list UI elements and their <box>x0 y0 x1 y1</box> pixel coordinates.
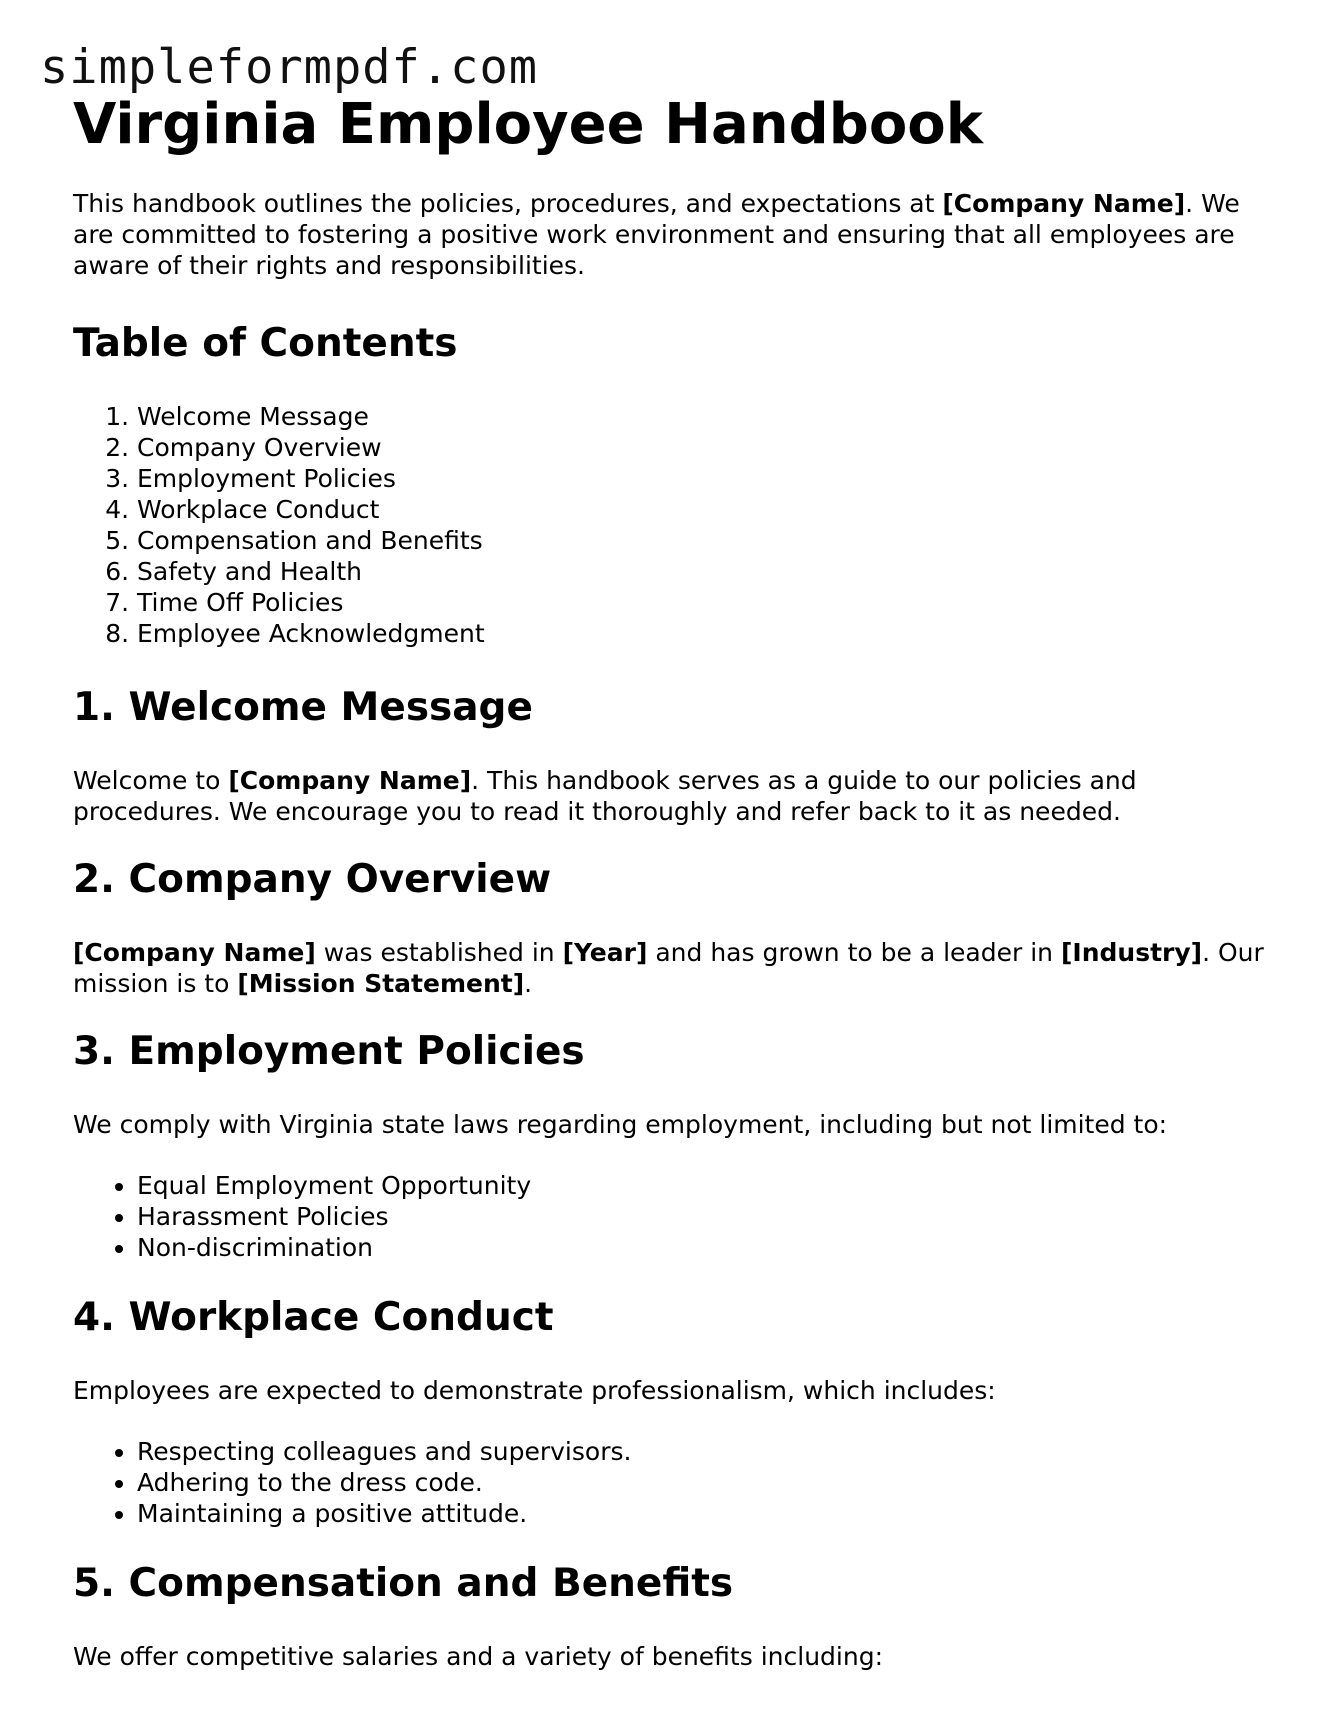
employment-list <box>73 1170 1273 1263</box>
conduct-paragraph: Employees are expected to demonstrate professionalism, which includes: <box>73 1376 996 1405</box>
toc-item-conduct: 4. Workplace Conduct <box>137 494 1273 525</box>
intro-paragraph <box>73 188 1273 281</box>
mission-placeholder: [Mission Statement] <box>237 969 525 998</box>
welcome-paragraph <box>73 765 1273 827</box>
toc-item-safety: 6. Safety and Health <box>137 556 1273 587</box>
overview-heading: 2. Company Overview <box>73 857 552 902</box>
document-body <box>73 92 1273 1702</box>
conduct-list <box>73 1436 1273 1529</box>
toc-item-time-off: 7. Time Off Policies <box>137 587 1273 618</box>
list-item: • Adhering to the dress code. <box>137 1467 1273 1498</box>
conduct-heading: 4. Workplace Conduct <box>73 1295 554 1340</box>
list-item: • Respecting colleagues and supervisors. <box>137 1436 1273 1467</box>
employment-paragraph: We comply with Virginia state laws regarding employment, including but not limited to: <box>73 1110 1168 1139</box>
list-item: • Non-discrimination <box>137 1232 1273 1263</box>
compensation-heading: 5. Compensation and Benefits <box>73 1561 734 1606</box>
list-item: • Equal Employment Opportunity <box>137 1170 1273 1201</box>
toc-item-welcome: 1. Welcome Message <box>137 401 1273 432</box>
welcome-heading: 1. Welcome Message <box>73 685 533 730</box>
list-item: • Maintaining a positive attitude. <box>137 1498 1273 1529</box>
list-item: • Harassment Policies <box>137 1201 1273 1232</box>
toc-item-overview: 2. Company Overview <box>137 432 1273 463</box>
page-title: Virginia Employee Handbook <box>73 92 983 157</box>
toc-item-employment: 3. Employment Policies <box>137 463 1273 494</box>
welcome-text-after: . This handbook serves as a guide to our policies and procedures. We encourage you to read it thoroughly and refer back to it as needed. <box>73 766 1137 826</box>
compensation-paragraph: We offer competitive salaries and a variety of benefits including: <box>73 1642 883 1671</box>
toc-list <box>73 401 1273 649</box>
company-name-placeholder: [Company Name] <box>228 766 472 795</box>
company-name-placeholder: [Company Name] <box>942 189 1186 218</box>
industry-placeholder: [Industry] <box>1060 938 1203 967</box>
year-placeholder: [Year] <box>562 938 648 967</box>
watermark: simpleformpdf.com <box>40 40 539 95</box>
overview-text-2: and has grown to be a leader in <box>647 938 1061 967</box>
welcome-text-before: Welcome to <box>73 766 229 795</box>
intro-text-after: . We are committed to fostering a positive work environment and ensuring that all employees are aware of their rights and responsibilities. <box>73 189 1240 280</box>
toc-item-acknowledgment: 8. Employee Acknowledgment <box>137 618 1273 649</box>
intro-text-before: This handbook outlines the policies, procedures, and expectations at <box>73 189 943 218</box>
overview-text-1: was established in <box>315 938 563 967</box>
overview-text-4: . <box>524 969 533 998</box>
toc-item-compensation: 5. Compensation and Benefits <box>137 525 1273 556</box>
company-name-placeholder: [Company Name] <box>73 938 316 967</box>
overview-paragraph <box>73 937 1273 999</box>
overview-text-3: . Our mission is to <box>73 938 1264 998</box>
employment-heading: 3. Employment Policies <box>73 1029 585 1074</box>
toc-heading: Table of Contents <box>73 321 458 366</box>
